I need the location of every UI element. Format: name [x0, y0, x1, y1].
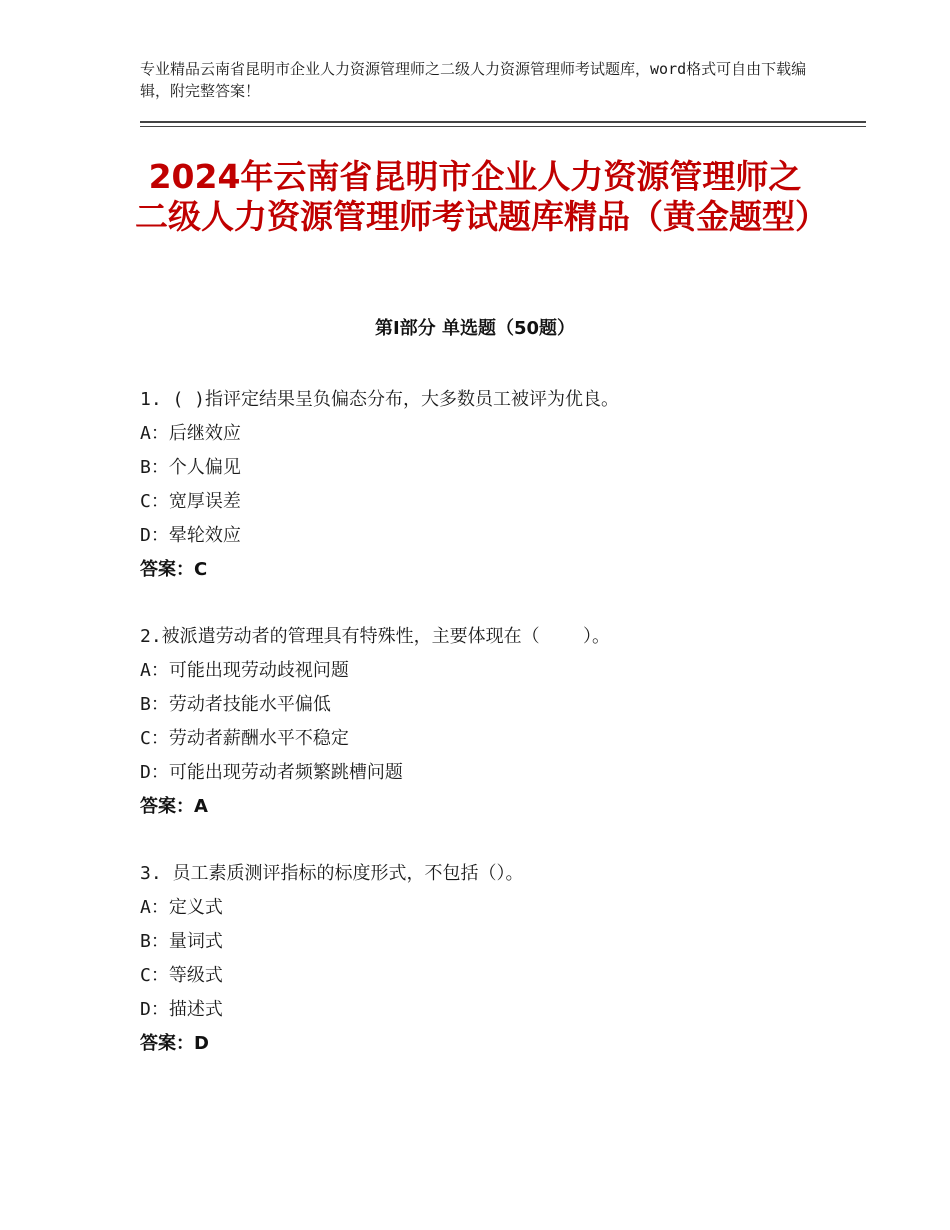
header-note: 专业精品云南省昆明市企业人力资源管理师之二级人力资源管理师考试题库，word格式可自由下载编辑，附完整答案！	[140, 60, 807, 100]
question-stem: 1. ( )指评定结果呈负偏态分布，大多数员工被评为优良。	[140, 389, 620, 410]
header-rule-thin	[140, 126, 866, 127]
option-b: B：劳动者技能水平偏低	[140, 694, 331, 715]
option-d: D：晕轮效应	[140, 525, 241, 546]
answer: 答案：C	[140, 559, 208, 580]
section-heading: 第Ⅰ部分 单选题（50题）	[374, 318, 575, 339]
document-title: 2024年云南省昆明市企业人力资源管理师之二级人力资源管理师考试题库精品（黄金题型）	[135, 157, 828, 236]
option-a: A：可能出现劳动歧视问题	[140, 660, 349, 681]
answer: 答案：A	[140, 796, 208, 817]
answer: 答案：D	[140, 1033, 209, 1054]
option-c: C：等级式	[140, 965, 223, 986]
option-a: A：定义式	[140, 897, 223, 918]
option-b: B：个人偏见	[140, 457, 241, 478]
option-c: C：劳动者薪酬水平不稳定	[140, 728, 349, 749]
option-c: C：宽厚误差	[140, 491, 241, 512]
question-list	[140, 383, 840, 1094]
question-stem: 3. 员工素质测评指标的标度形式，不包括（）。	[140, 863, 524, 884]
question-stem: 2.被派遣劳动者的管理具有特殊性，主要体现在（ ）。	[140, 626, 611, 647]
question-2	[140, 620, 840, 824]
option-b: B：量词式	[140, 931, 223, 952]
option-d: D：可能出现劳动者频繁跳槽问题	[140, 762, 403, 783]
question-3	[140, 857, 840, 1061]
option-d: D：描述式	[140, 999, 223, 1020]
option-a: A：后继效应	[140, 423, 241, 444]
header-rule-thick	[140, 121, 866, 123]
question-1	[140, 383, 840, 587]
